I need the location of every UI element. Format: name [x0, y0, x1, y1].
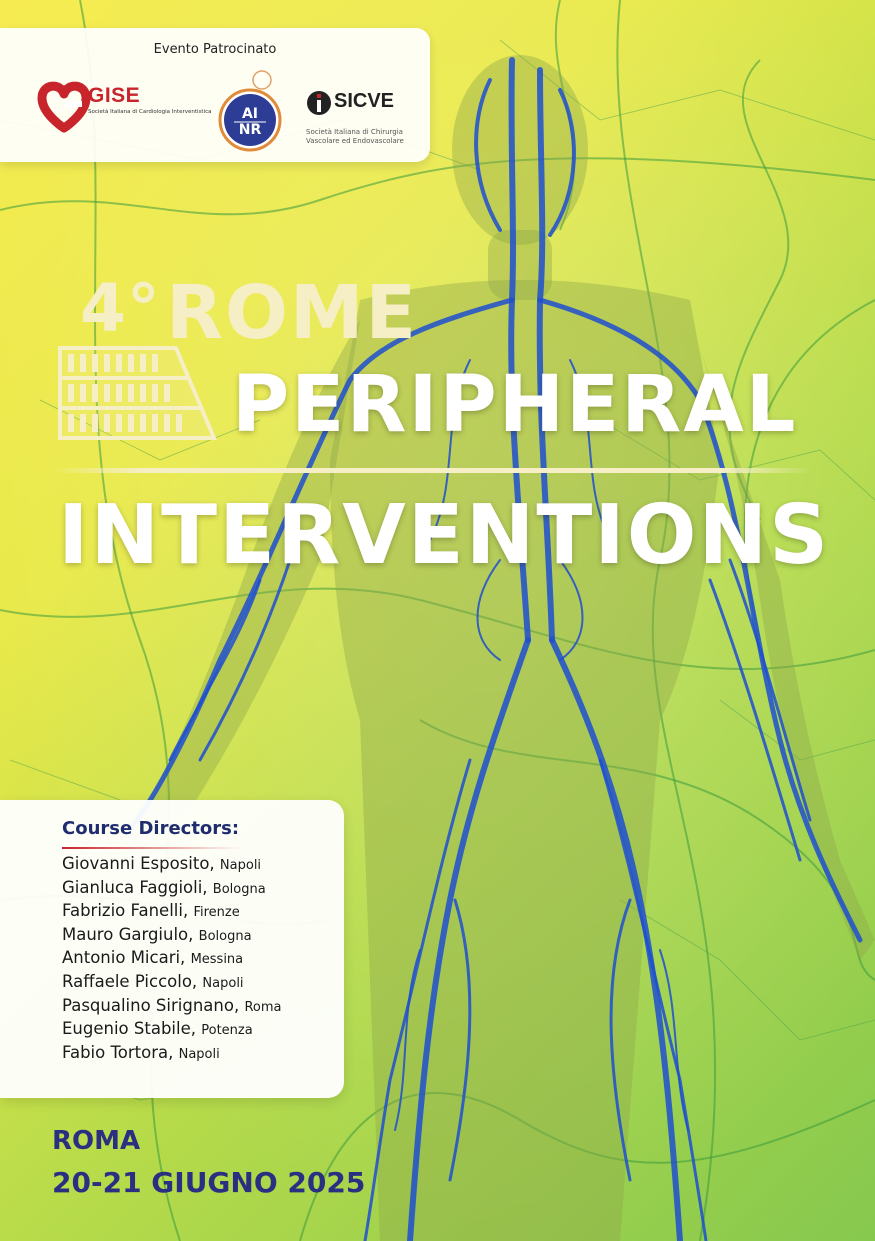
sicve-mark-icon	[306, 86, 332, 120]
list-item	[62, 948, 282, 972]
title-interventions: INTERVENTIONS	[58, 488, 831, 583]
sicve-logo	[304, 84, 424, 154]
director-city: Napoli	[219, 858, 262, 873]
title-peripheral: PERIPHERAL	[232, 360, 798, 450]
heart-icon	[36, 78, 92, 138]
director-name: Gianluca Faggioli,	[62, 877, 208, 897]
director-name: Giovanni Esposito,	[62, 854, 215, 873]
title-rome: ROME	[166, 270, 419, 356]
title-edition: 4°	[80, 270, 161, 347]
director-name: Raffaele Piccolo,	[62, 971, 198, 991]
list-item	[62, 1043, 282, 1067]
list-item	[62, 878, 282, 902]
list-item	[62, 925, 282, 949]
list-item	[62, 972, 282, 996]
director-city: Napoli	[202, 975, 244, 991]
directors-underline	[62, 847, 242, 849]
gise-logo-text: GISE	[88, 84, 141, 107]
director-city: Napoli	[178, 1046, 220, 1062]
directors-card	[0, 800, 344, 1098]
director-name: Mauro Gargiulo,	[62, 924, 194, 944]
director-city: Firenze	[193, 905, 240, 921]
director-city: Messina	[190, 952, 244, 968]
director-name: Fabio Tortora,	[62, 1042, 174, 1062]
event-city: ROMA	[52, 1126, 141, 1156]
director-city: Potenza	[201, 1023, 253, 1039]
sponsor-title: Evento Patrocinato	[153, 42, 277, 57]
gise-logo-subtitle: Società Italiana di Cardiologia Interventistica	[88, 109, 212, 115]
director-name: Eugenio Stabile,	[62, 1019, 196, 1039]
director-city: Roma	[244, 999, 282, 1015]
svg-text:AI: AI	[241, 106, 259, 122]
ainr-logo	[214, 68, 290, 154]
list-item	[62, 1019, 282, 1043]
sponsor-card	[0, 28, 430, 162]
svg-text:NR: NR	[238, 122, 262, 138]
directors-heading: Course Directors:	[62, 818, 240, 839]
director-city: Bologna	[198, 928, 252, 944]
sicve-logo-subtitle: Società Italiana di Chirurgia Vascolare ed Endovascolare	[306, 128, 404, 145]
list-item	[62, 996, 282, 1020]
list-item	[62, 901, 282, 925]
directors-list	[62, 854, 282, 1066]
director-city: Bologna	[212, 881, 266, 897]
title-divider	[52, 468, 812, 473]
director-name: Pasqualino Sirignano,	[62, 995, 240, 1015]
director-name: Antonio Micari,	[62, 948, 186, 968]
list-item	[62, 854, 282, 878]
colosseum-icon	[56, 344, 218, 440]
sicve-logo-text: SICVE	[334, 90, 395, 112]
event-date: 20-21 GIUGNO 2025	[52, 1166, 366, 1199]
gise-logo	[36, 78, 212, 148]
director-name: Fabrizio Fanelli,	[62, 901, 189, 921]
